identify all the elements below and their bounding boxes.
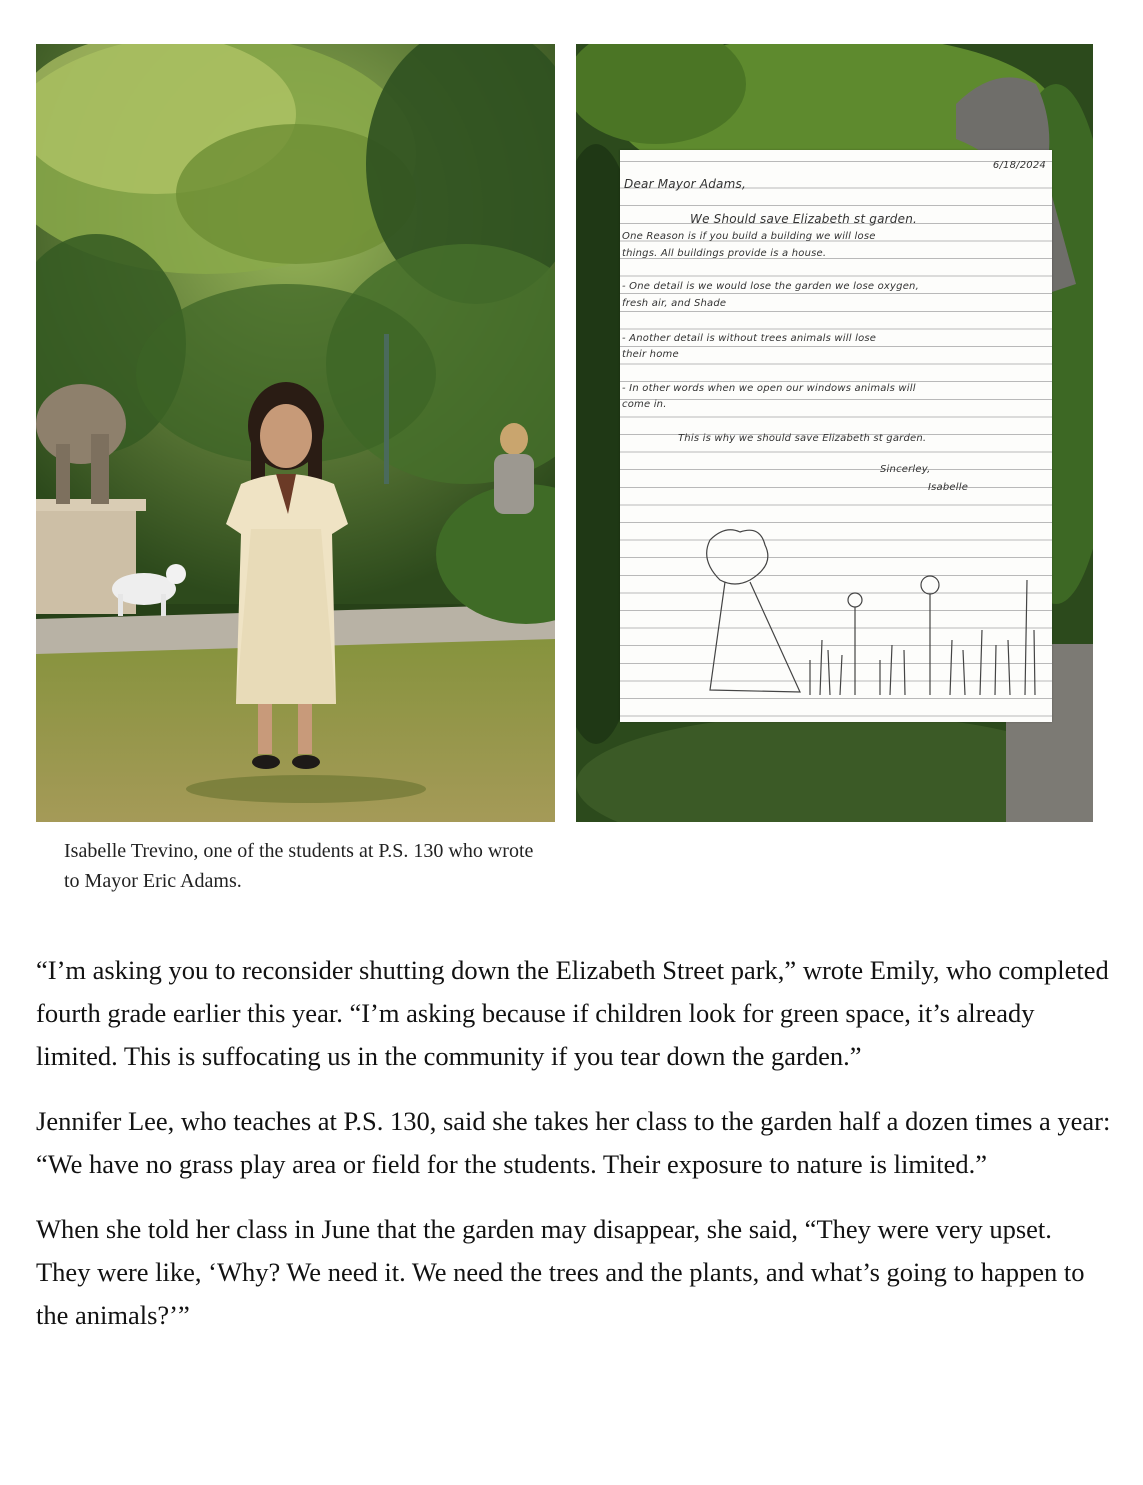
letter-line: come in. [622, 399, 667, 410]
letter-closing: Sincerley, [880, 464, 931, 475]
letter-line: - Another detail is without trees animals will lose [622, 333, 877, 344]
paragraph: Jennifer Lee, who teaches at P.S. 130, said she takes her class to the garden half a dozen times a year: “We have no grass play area or field for the students. Their exposure to nature is limited.” [36, 1106, 1111, 1179]
letter-line: fresh air, and Shade [622, 298, 727, 309]
garden-portrait-photo [36, 44, 555, 822]
letter-line: This is why we should save Elizabeth st garden. [678, 433, 927, 444]
letter-line: One Reason is if you build a building we will lose [622, 231, 876, 242]
letter-line: their home [622, 349, 679, 360]
paragraph: When she told her class in June that the garden may disappear, she said, “They were very upset. They were like, ‘Why? We need it. We need the trees and the plants, and what’s going to happen to the animals?’” [36, 1214, 1085, 1330]
letter-signature: Isabelle [928, 482, 969, 493]
letter-line: - In other words when we open our windows animals will [622, 383, 916, 394]
photo-caption: Isabelle Trevino, one of the students at P.S. 130 who wrote to Mayor Eric Adams. [64, 840, 534, 892]
letter-line: - One detail is we would lose the garden we lose oxygen, [622, 281, 919, 292]
article-body [36, 949, 1111, 1359]
letter-salutation: Dear Mayor Adams, [624, 177, 746, 191]
letter-line: We Should save Elizabeth st garden. [690, 212, 918, 226]
letter-date: 6/18/2024 [992, 160, 1046, 171]
letter-line: things. All buildings provide is a house. [622, 248, 827, 259]
paragraph: “I’m asking you to reconsider shutting down the Elizabeth Street park,” wrote Emily, who completed fourth grade earlier this year. “I’m asking because if children look for green space, it’s already limited. This is suffocating us in the community if you tear down the garden.” [36, 955, 1109, 1071]
handwritten-letter [620, 150, 1052, 722]
tree-drawing-icon [680, 520, 1050, 710]
garden-portrait-photo-icon [36, 44, 555, 822]
